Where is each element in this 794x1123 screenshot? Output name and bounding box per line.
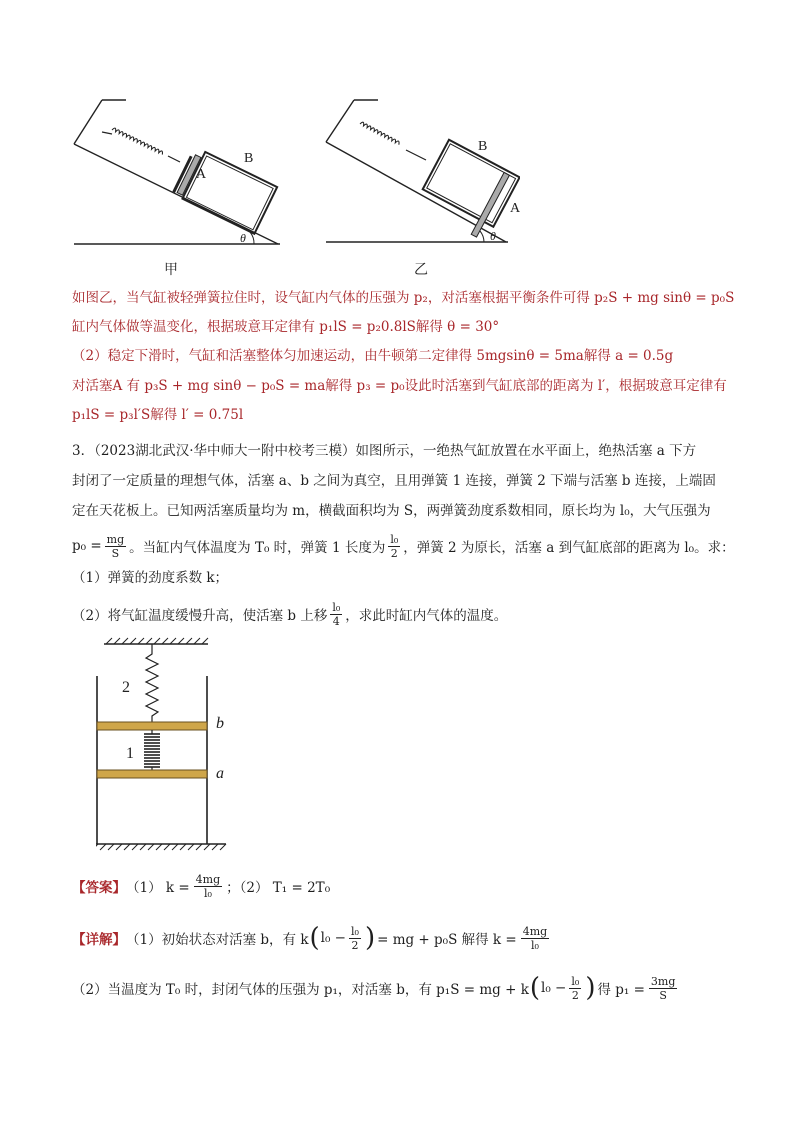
label-a-jia: A	[196, 167, 207, 182]
fraction-num: l₀	[571, 974, 580, 988]
fraction-num: 4mg	[522, 924, 548, 938]
solution-line-4: 对活塞A 有 p₃S + mg sinθ − p₀S = ma解得 p₃ = p₀设此时活塞到气缸底部的距离为 l′，根据玻意耳定律有	[72, 378, 727, 394]
label-piston-a: a	[216, 765, 224, 782]
fraction-l0-2	[569, 975, 581, 1002]
label-a-yi: A	[510, 201, 520, 216]
problem3-line-1: 3．（2023湖北武汉·华中师大一附中校考三模）如图所示，一绝热气缸放置在水平面上，绝热活塞 a 下方	[72, 443, 697, 459]
caption-yi: 乙	[414, 263, 428, 278]
detail-d2e: 得 p₁ =	[597, 982, 645, 998]
fraction-mg-s	[105, 533, 126, 560]
q2-rest: ，求此时缸内气体的温度。	[345, 608, 508, 624]
label-theta-yi: θ	[490, 229, 496, 243]
caption-jia: 甲	[164, 263, 178, 278]
fraction-num: l₀	[390, 532, 399, 546]
fraction-p1	[649, 975, 677, 1002]
label-b-jia: B	[244, 151, 254, 166]
question-2	[72, 594, 507, 634]
question-1: （1）弹簧的劲度系数 k；	[72, 570, 229, 586]
answer-tag: 【答案】	[72, 880, 126, 896]
q2-text: （2）将气缸温度缓慢升高，使活塞 b 上移	[72, 608, 328, 624]
fraction-den: l₀	[530, 938, 539, 952]
detail-d1a: （1）初始状态对活塞 b，有 k	[126, 932, 309, 948]
label-spring-2: 2	[122, 679, 130, 696]
fraction-num: l₀	[332, 600, 341, 614]
rest-text: ，弹簧 2 为原长，活塞 a 到气缸底部的距离为 l₀。求：	[403, 540, 735, 556]
label-theta-jia: θ	[240, 231, 246, 245]
fraction-l0-4	[330, 601, 342, 628]
p0-eq: p₀ =	[72, 538, 102, 554]
figure-yi	[322, 92, 520, 282]
fraction-den: l₀	[203, 886, 212, 900]
detail-line-2	[72, 968, 681, 1008]
answer-line	[72, 866, 330, 906]
fraction-l0-2	[388, 533, 400, 560]
fraction-l0-2	[349, 925, 361, 952]
problem3-line-4	[72, 526, 735, 566]
detail-line-1	[72, 918, 553, 958]
label-piston-b: b	[216, 715, 224, 732]
answer-part1: （1） k =	[126, 880, 190, 896]
temp-text: 。当缸内气体温度为 T₀ 时，弹簧 1 长度为	[129, 540, 386, 556]
problem3-line-2: 封闭了一定质量的理想气体，活塞 a、b 之间为真空，且用弹簧 1 连接，弹簧 2 下端与活塞 b 连接，上端固	[72, 473, 716, 489]
label-spring-1: 1	[126, 745, 134, 762]
fraction-den: 4	[332, 614, 340, 628]
solution-line-2: 缸内气体做等温变化，根据玻意耳定律有 p₁lS = p₂0.8lS解得 θ = 30°	[72, 319, 500, 335]
fraction-den: 2	[390, 546, 398, 560]
paren-right: )	[364, 923, 376, 953]
detail-tag: 【详解】	[72, 932, 126, 948]
label-b-yi: B	[478, 139, 488, 154]
paren-right: )	[585, 973, 596, 1003]
figure-cylinder	[96, 636, 246, 860]
solution-line-1: 如图乙，当气缸被轻弹簧拉住时，设气缸内气体的压强为 p₂，对活塞根据平衡条件可得 p₂S + mg sinθ = p₀S	[72, 290, 735, 306]
figure-jia	[68, 92, 290, 282]
paren-left: (	[309, 923, 320, 953]
fraction-num: mg	[106, 532, 125, 546]
answer-part2: ；（2） T₁ = 2T₀	[226, 880, 331, 896]
detail-d1b: l₀ −	[320, 930, 346, 946]
paren-left: (	[529, 973, 541, 1003]
detail-d2a: （2）当温度为 T₀ 时，封闭气体的压强为 p₁，对活塞 b，有 p₁S = mg + k	[72, 982, 529, 998]
fraction-k	[521, 925, 549, 952]
fraction-num: 3mg	[650, 974, 676, 988]
fraction-den: 2	[351, 938, 359, 952]
fraction-den: 2	[571, 988, 579, 1002]
detail-d2b: l₀ −	[541, 980, 567, 996]
fraction-num: 4mg	[195, 872, 221, 886]
fraction-den: S	[659, 988, 667, 1002]
fraction-den: S	[111, 546, 120, 560]
solution-line-5: p₁lS = p₃l′S解得 l′ = 0.75l	[72, 407, 244, 423]
solution-line-3: （2）稳定下滑时，气缸和活塞整体匀加速运动，由牛顿第二定律得 5mgsinθ = 5ma解得 a = 0.5g	[72, 348, 674, 364]
problem3-line-3: 定在天花板上。已知两活塞质量均为 m，横截面积均为 S，两弹簧劲度系数相同，原长均为 l₀，大气压强为	[72, 503, 711, 519]
detail-d1e: = mg + p₀S 解得 k =	[377, 932, 517, 948]
fraction-k	[194, 873, 222, 900]
fraction-num: l₀	[351, 924, 359, 938]
